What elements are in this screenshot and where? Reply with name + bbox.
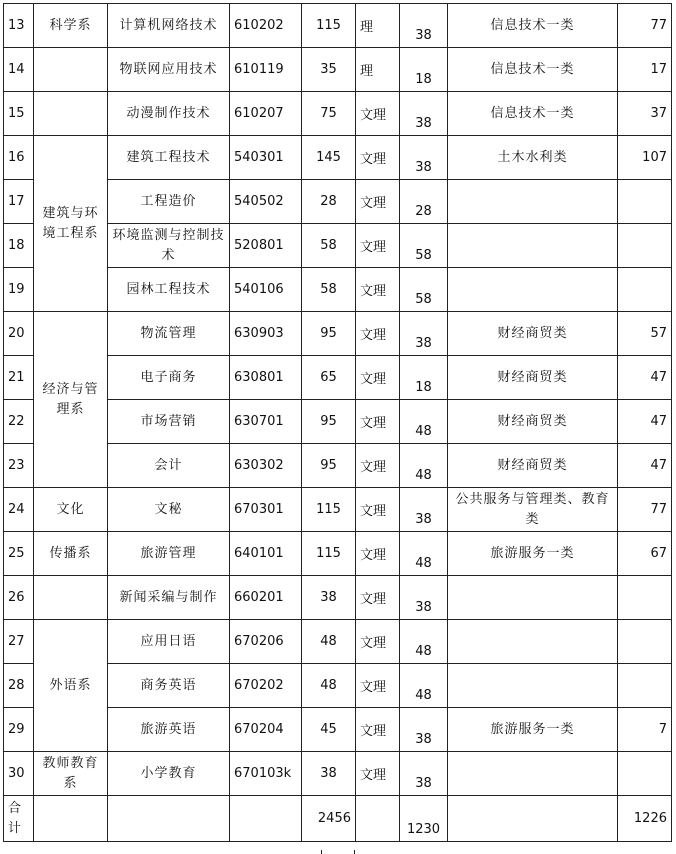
subject-type: 文理: [356, 620, 400, 664]
min-count: 48: [400, 400, 448, 444]
major-code: 610119: [230, 48, 302, 92]
min-count: 38: [400, 576, 448, 620]
total-plan: 2456: [302, 796, 356, 842]
department-cell-empty: [34, 48, 108, 92]
row-number: 17: [4, 180, 34, 224]
category: 信息技术一类: [448, 4, 618, 48]
final-count: 7: [618, 708, 672, 752]
continuation-line: [321, 850, 322, 854]
category: [448, 224, 618, 268]
major-name: 物流管理: [108, 312, 230, 356]
plan-count: 75: [302, 92, 356, 136]
department-cell-empty: [34, 576, 108, 620]
plan-count: 58: [302, 224, 356, 268]
major-name: 环境监测与控制技术: [108, 224, 230, 268]
category: 财经商贸类: [448, 400, 618, 444]
final-count: 47: [618, 356, 672, 400]
table-row: [4, 532, 672, 576]
major-code: 670301: [230, 488, 302, 532]
subject-type: 文理: [356, 136, 400, 180]
category: 财经商贸类: [448, 356, 618, 400]
major-name: 园林工程技术: [108, 268, 230, 312]
major-code: 610202: [230, 4, 302, 48]
major-code: 670204: [230, 708, 302, 752]
subject-type: 理: [356, 4, 400, 48]
major-code: 670206: [230, 620, 302, 664]
row-number: 28: [4, 664, 34, 708]
plan-count: 58: [302, 268, 356, 312]
min-count: 38: [400, 92, 448, 136]
plan-count: 145: [302, 136, 356, 180]
plan-count: 28: [302, 180, 356, 224]
subject-type: 文理: [356, 268, 400, 312]
min-count: 38: [400, 312, 448, 356]
final-count: 67: [618, 532, 672, 576]
major-name: 商务英语: [108, 664, 230, 708]
table-row: [4, 48, 672, 92]
category: [448, 620, 618, 664]
final-count: [618, 268, 672, 312]
major-name: 动漫制作技术: [108, 92, 230, 136]
min-count: 38: [400, 752, 448, 796]
subject-type: 文理: [356, 752, 400, 796]
row-number: 29: [4, 708, 34, 752]
row-number: 23: [4, 444, 34, 488]
major-code: 630801: [230, 356, 302, 400]
category: 土木水利类: [448, 136, 618, 180]
page-continuation-lines: [3, 850, 403, 854]
major-name: 建筑工程技术: [108, 136, 230, 180]
major-code: 630302: [230, 444, 302, 488]
category: 信息技术一类: [448, 48, 618, 92]
category: 旅游服务一类: [448, 532, 618, 576]
subject-type: 理: [356, 48, 400, 92]
table-row: [4, 488, 672, 532]
plan-count: 95: [302, 444, 356, 488]
enrollment-table: [3, 3, 672, 842]
department-cell-empty: [34, 92, 108, 136]
plan-count: 35: [302, 48, 356, 92]
final-count: [618, 620, 672, 664]
total-empty-cell: [230, 796, 302, 842]
min-count: 18: [400, 48, 448, 92]
min-count: 48: [400, 620, 448, 664]
min-count: 58: [400, 268, 448, 312]
plan-count: 115: [302, 488, 356, 532]
continuation-line: [354, 850, 355, 854]
row-number: 16: [4, 136, 34, 180]
plan-count: 95: [302, 400, 356, 444]
major-code: 610207: [230, 92, 302, 136]
category: [448, 752, 618, 796]
subject-type: 文理: [356, 444, 400, 488]
plan-count: 48: [302, 620, 356, 664]
row-number: 18: [4, 224, 34, 268]
major-name: 工程造价: [108, 180, 230, 224]
plan-count: 38: [302, 752, 356, 796]
table-row: [4, 752, 672, 796]
min-count: 38: [400, 708, 448, 752]
department-cell: 文化: [34, 488, 108, 532]
subject-type: 文理: [356, 356, 400, 400]
category: 公共服务与管理类、教育类: [448, 488, 618, 532]
table-row: [4, 576, 672, 620]
final-count: [618, 576, 672, 620]
row-number: 30: [4, 752, 34, 796]
row-number: 19: [4, 268, 34, 312]
min-count: 48: [400, 664, 448, 708]
category: [448, 180, 618, 224]
row-number: 26: [4, 576, 34, 620]
major-name: 旅游管理: [108, 532, 230, 576]
major-code: 670202: [230, 664, 302, 708]
final-count: 107: [618, 136, 672, 180]
plan-count: 45: [302, 708, 356, 752]
row-number: 21: [4, 356, 34, 400]
plan-count: 95: [302, 312, 356, 356]
plan-count: 48: [302, 664, 356, 708]
subject-type: 文理: [356, 224, 400, 268]
major-code: 640101: [230, 532, 302, 576]
major-code: 630701: [230, 400, 302, 444]
department-cell: 传播系: [34, 532, 108, 576]
category: 财经商贸类: [448, 444, 618, 488]
total-final: 1226: [618, 796, 672, 842]
final-count: 17: [618, 48, 672, 92]
major-code: 540106: [230, 268, 302, 312]
plan-count: 38: [302, 576, 356, 620]
row-number: 15: [4, 92, 34, 136]
major-name: 会计: [108, 444, 230, 488]
final-count: [618, 224, 672, 268]
subject-type: 文理: [356, 312, 400, 356]
total-empty-cell: [448, 796, 618, 842]
total-row: [4, 796, 672, 842]
subject-type: 文理: [356, 92, 400, 136]
category: 财经商贸类: [448, 312, 618, 356]
final-count: 57: [618, 312, 672, 356]
major-code: 540301: [230, 136, 302, 180]
subject-type: 文理: [356, 532, 400, 576]
min-count: 38: [400, 488, 448, 532]
min-count: 38: [400, 4, 448, 48]
department-cell: 经济与管理系: [34, 312, 108, 488]
table-row: [4, 620, 672, 664]
final-count: [618, 664, 672, 708]
subject-type: 文理: [356, 180, 400, 224]
table-row: [4, 136, 672, 180]
major-code: 630903: [230, 312, 302, 356]
row-number: 13: [4, 4, 34, 48]
row-number: 24: [4, 488, 34, 532]
plan-count: 65: [302, 356, 356, 400]
major-name: 物联网应用技术: [108, 48, 230, 92]
category: [448, 268, 618, 312]
final-count: 47: [618, 444, 672, 488]
major-code: 540502: [230, 180, 302, 224]
final-count: 47: [618, 400, 672, 444]
department-cell: 教师教育系: [34, 752, 108, 796]
final-count: 37: [618, 92, 672, 136]
major-name: 计算机网络技术: [108, 4, 230, 48]
major-name: 文秘: [108, 488, 230, 532]
final-count: [618, 752, 672, 796]
row-number: 20: [4, 312, 34, 356]
subject-type: 文理: [356, 664, 400, 708]
table-row: [4, 4, 672, 48]
min-count: 28: [400, 180, 448, 224]
min-count: 48: [400, 444, 448, 488]
subject-type: 文理: [356, 488, 400, 532]
row-number: 25: [4, 532, 34, 576]
department-cell: 外语系: [34, 620, 108, 752]
plan-count: 115: [302, 532, 356, 576]
final-count: 77: [618, 4, 672, 48]
min-count: 18: [400, 356, 448, 400]
final-count: 77: [618, 488, 672, 532]
major-name: 市场营销: [108, 400, 230, 444]
total-empty-cell: [356, 796, 400, 842]
min-count: 48: [400, 532, 448, 576]
row-number: 27: [4, 620, 34, 664]
major-name: 新闻采编与制作: [108, 576, 230, 620]
total-empty-cell: [34, 796, 108, 842]
category: 信息技术一类: [448, 92, 618, 136]
major-name: 电子商务: [108, 356, 230, 400]
category: [448, 576, 618, 620]
major-name: 应用日语: [108, 620, 230, 664]
final-count: [618, 180, 672, 224]
total-min: 1230: [400, 796, 448, 842]
plan-count: 115: [302, 4, 356, 48]
major-code: 520801: [230, 224, 302, 268]
department-cell: 建筑与环境工程系: [34, 136, 108, 312]
department-cell: 科学系: [34, 4, 108, 48]
category: [448, 664, 618, 708]
row-number: 22: [4, 400, 34, 444]
major-code: 660201: [230, 576, 302, 620]
major-name: 小学教育: [108, 752, 230, 796]
major-code: 670103k: [230, 752, 302, 796]
category: 旅游服务一类: [448, 708, 618, 752]
subject-type: 文理: [356, 400, 400, 444]
row-number: 14: [4, 48, 34, 92]
major-name: 旅游英语: [108, 708, 230, 752]
total-label: 合计: [4, 796, 34, 842]
table-row: [4, 312, 672, 356]
min-count: 38: [400, 136, 448, 180]
table-row: [4, 92, 672, 136]
min-count: 58: [400, 224, 448, 268]
subject-type: 文理: [356, 708, 400, 752]
subject-type: 文理: [356, 576, 400, 620]
total-empty-cell: [108, 796, 230, 842]
